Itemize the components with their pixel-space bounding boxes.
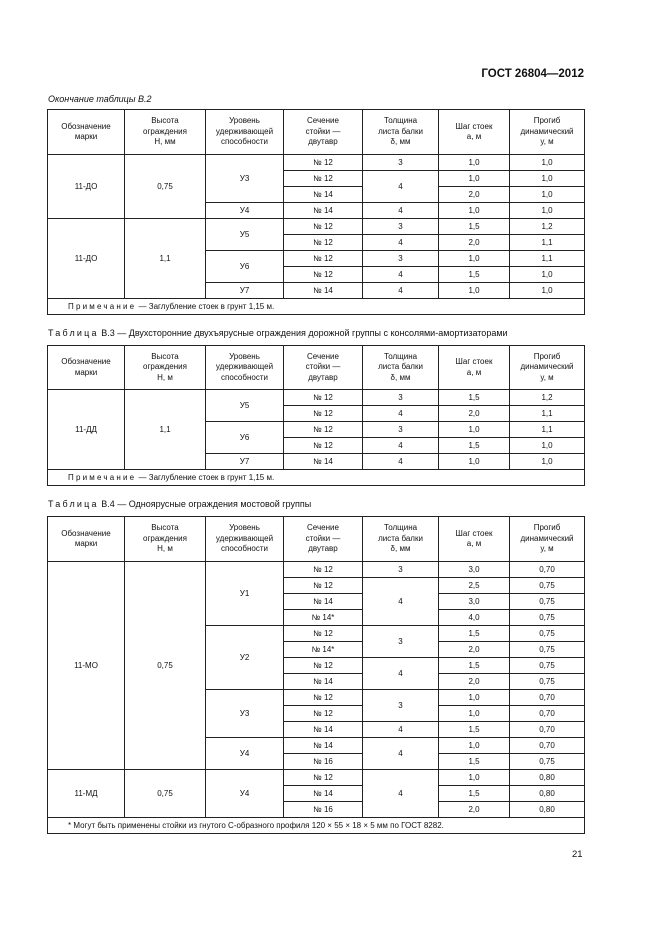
cell-section: № 12	[284, 390, 363, 406]
table-row	[48, 562, 585, 578]
cell-level: У1	[206, 562, 284, 626]
cell-step: 1,0	[439, 171, 510, 187]
cell-deflection: 1,0	[510, 267, 585, 283]
col-header-height: Высота ограждения H, м	[125, 517, 206, 562]
cell-step: 4,0	[439, 610, 510, 626]
col-header-thickness: Толщина листа балки δ, мм	[363, 346, 439, 390]
cell-section: № 14*	[284, 642, 363, 658]
cell-section: № 12	[284, 706, 363, 722]
cell-deflection: 0,75	[510, 626, 585, 642]
col-header-section: Сечение стойки — двутавр	[284, 517, 363, 562]
cell-deflection: 0,75	[510, 642, 585, 658]
cell-deflection: 1,0	[510, 203, 585, 219]
cell-thickness: 4	[363, 283, 439, 299]
cell-marka: 11-ДД	[48, 390, 125, 470]
cell-marka: 11-ДО	[48, 219, 125, 299]
cell-deflection: 0,70	[510, 562, 585, 578]
cell-deflection: 1,0	[510, 187, 585, 203]
table-row	[48, 770, 585, 786]
cell-section: № 12	[284, 155, 363, 171]
cell-section: № 14	[284, 786, 363, 802]
cell-level: У7	[206, 283, 284, 299]
cell-marka: 11-МД	[48, 770, 125, 818]
cell-section: № 14	[284, 722, 363, 738]
cell-step: 1,0	[439, 454, 510, 470]
cell-marka: 11-ДО	[48, 155, 125, 219]
cell-deflection: 1,2	[510, 219, 585, 235]
cell-thickness: 4	[363, 438, 439, 454]
table-footnote-row	[48, 818, 585, 834]
cell-deflection: 1,1	[510, 406, 585, 422]
col-header-step: Шаг стоек a, м	[439, 517, 510, 562]
cell-step: 1,0	[439, 283, 510, 299]
cell-section: № 14	[284, 674, 363, 690]
cell-step: 1,0	[439, 422, 510, 438]
cell-step: 1,5	[439, 438, 510, 454]
cell-deflection: 0,80	[510, 786, 585, 802]
cell-thickness: 3	[363, 155, 439, 171]
col-header-level: Уровень удерживающей способности	[206, 346, 284, 390]
cell-thickness: 3	[363, 422, 439, 438]
cell-section: № 12	[284, 267, 363, 283]
cell-step: 1,0	[439, 155, 510, 171]
cell-section: № 14	[284, 738, 363, 754]
cell-thickness: 4	[363, 454, 439, 470]
cell-thickness: 4	[363, 658, 439, 690]
cell-thickness: 4	[363, 171, 439, 203]
cell-thickness: 4	[363, 722, 439, 738]
cell-thickness: 3	[363, 690, 439, 722]
table-header-row	[48, 346, 585, 390]
cell-step: 2,0	[439, 235, 510, 251]
table-note: Примечание — Заглубление стоек в грунт 1,15 м.	[48, 299, 585, 315]
cell-section: № 14	[284, 454, 363, 470]
col-header-thickness: Толщина листа балки δ, мм	[363, 110, 439, 155]
table-header-row	[48, 517, 585, 562]
cell-section: № 12	[284, 422, 363, 438]
cell-level: У5	[206, 219, 284, 251]
cell-thickness: 4	[363, 406, 439, 422]
col-header-height: Высота ограждения H, мм	[125, 110, 206, 155]
cell-thickness: 3	[363, 390, 439, 406]
table-header-row	[48, 110, 585, 155]
cell-thickness: 4	[363, 770, 439, 818]
cell-section: № 12	[284, 219, 363, 235]
col-header-deflection: Прогиб динамический y, м	[510, 110, 585, 155]
cell-section: № 16	[284, 802, 363, 818]
cell-deflection: 1,2	[510, 390, 585, 406]
cell-section: № 14	[284, 203, 363, 219]
cell-step: 1,0	[439, 251, 510, 267]
col-header-marka: Обозначение марки	[48, 110, 125, 155]
cell-marka: 11-МО	[48, 562, 125, 770]
cell-level: У6	[206, 251, 284, 283]
cell-level: У2	[206, 626, 284, 690]
cell-deflection: 1,1	[510, 235, 585, 251]
cell-height: 0,75	[125, 155, 206, 219]
table-row	[48, 155, 585, 171]
cell-deflection: 0,70	[510, 738, 585, 754]
cell-thickness: 3	[363, 626, 439, 658]
cell-step: 1,5	[439, 626, 510, 642]
page-number: 21	[572, 849, 583, 860]
cell-step: 2,0	[439, 406, 510, 422]
col-header-step: Шаг стоек a, м	[439, 346, 510, 390]
cell-deflection: 1,0	[510, 155, 585, 171]
cell-deflection: 0,75	[510, 610, 585, 626]
cell-thickness: 4	[363, 203, 439, 219]
cell-step: 3,0	[439, 594, 510, 610]
cell-section: № 12	[284, 562, 363, 578]
cell-level: У3	[206, 690, 284, 738]
cell-deflection: 0,70	[510, 690, 585, 706]
cell-deflection: 0,75	[510, 658, 585, 674]
cell-deflection: 1,0	[510, 454, 585, 470]
col-header-thickness: Толщина листа балки δ, мм	[363, 517, 439, 562]
cell-level: У7	[206, 454, 284, 470]
cell-deflection: 1,1	[510, 251, 585, 267]
cell-step: 1,5	[439, 219, 510, 235]
cell-step: 1,5	[439, 390, 510, 406]
cell-step: 1,5	[439, 658, 510, 674]
cell-section: № 12	[284, 578, 363, 594]
cell-height: 0,75	[125, 770, 206, 818]
cell-deflection: 0,75	[510, 674, 585, 690]
col-header-height: Высота ограждения H, м	[125, 346, 206, 390]
cell-section: № 12	[284, 438, 363, 454]
cell-deflection: 1,0	[510, 171, 585, 187]
table-b4-caption: Таблица В.4 — Одноярусные ограждения мостовой группы	[48, 499, 312, 509]
cell-section: № 12	[284, 251, 363, 267]
cell-level: У4	[206, 203, 284, 219]
cell-thickness: 3	[363, 219, 439, 235]
cell-height: 0,75	[125, 562, 206, 770]
cell-section: № 12	[284, 690, 363, 706]
col-header-deflection: Прогиб динамический y, м	[510, 346, 585, 390]
cell-step: 1,5	[439, 722, 510, 738]
cell-deflection: 0,70	[510, 722, 585, 738]
cell-section: № 12	[284, 626, 363, 642]
cell-step: 2,0	[439, 802, 510, 818]
cell-section: № 12	[284, 406, 363, 422]
cell-level: У4	[206, 738, 284, 770]
cell-level: У6	[206, 422, 284, 454]
table-b3-caption: Таблица В.3 — Двухсторонние двухъярусные ограждения дорожной группы с консолями-амортизаторами	[48, 328, 508, 338]
cell-height: 1,1	[125, 219, 206, 299]
table-note-row	[48, 470, 585, 486]
cell-step: 1,0	[439, 706, 510, 722]
cell-deflection: 0,80	[510, 802, 585, 818]
cell-section: № 12	[284, 171, 363, 187]
table-b3	[47, 345, 585, 486]
col-header-level: Уровень удерживающей способности	[206, 517, 284, 562]
cell-section: № 12	[284, 235, 363, 251]
cell-step: 1,5	[439, 786, 510, 802]
table-footnote: * Могут быть применены стойки из гнутого С-образного профиля 120 × 55 × 18 × 5 мм по ГОСТ 8282.	[48, 818, 585, 834]
table-row	[48, 390, 585, 406]
cell-thickness: 4	[363, 738, 439, 770]
cell-thickness: 3	[363, 251, 439, 267]
cell-step: 2,5	[439, 578, 510, 594]
cell-section: № 14	[284, 594, 363, 610]
cell-deflection: 1,0	[510, 438, 585, 454]
cell-thickness: 4	[363, 267, 439, 283]
cell-step: 1,0	[439, 738, 510, 754]
cell-step: 2,0	[439, 674, 510, 690]
cell-section: № 14	[284, 283, 363, 299]
cell-step: 1,5	[439, 267, 510, 283]
cell-step: 1,0	[439, 690, 510, 706]
cell-thickness: 4	[363, 578, 439, 626]
cell-step: 2,0	[439, 187, 510, 203]
cell-level: У4	[206, 770, 284, 818]
table-note-row	[48, 299, 585, 315]
cell-deflection: 0,75	[510, 578, 585, 594]
col-header-section: Сечение стойки — двутавр	[284, 110, 363, 155]
cell-section: № 14	[284, 187, 363, 203]
table-b4	[47, 516, 585, 834]
table-note: Примечание — Заглубление стоек в грунт 1,15 м.	[48, 470, 585, 486]
cell-section: № 12	[284, 658, 363, 674]
cell-deflection: 1,0	[510, 283, 585, 299]
cell-section: № 14*	[284, 610, 363, 626]
cell-deflection: 0,75	[510, 754, 585, 770]
cell-step: 1,0	[439, 770, 510, 786]
cell-thickness: 4	[363, 235, 439, 251]
cell-deflection: 1,1	[510, 422, 585, 438]
cell-deflection: 0,75	[510, 594, 585, 610]
cell-section: № 16	[284, 754, 363, 770]
cell-deflection: 0,80	[510, 770, 585, 786]
cell-step: 1,5	[439, 754, 510, 770]
col-header-level: Уровень удерживающей способности	[206, 110, 284, 155]
cell-level: У5	[206, 390, 284, 422]
col-header-section: Сечение стойки — двутавр	[284, 346, 363, 390]
cell-step: 3,0	[439, 562, 510, 578]
cell-height: 1,1	[125, 390, 206, 470]
col-header-marka: Обозначение марки	[48, 517, 125, 562]
table-b2-caption: Окончание таблицы В.2	[48, 94, 152, 104]
col-header-deflection: Прогиб динамический y, м	[510, 517, 585, 562]
cell-step: 2,0	[439, 642, 510, 658]
cell-step: 1,0	[439, 203, 510, 219]
standard-header: ГОСТ 26804—2012	[481, 68, 584, 80]
cell-section: № 12	[284, 770, 363, 786]
col-header-marka: Обозначение марки	[48, 346, 125, 390]
cell-level: У3	[206, 155, 284, 203]
table-b2	[47, 109, 585, 315]
col-header-step: Шаг стоек a, м	[439, 110, 510, 155]
table-row	[48, 219, 585, 235]
cell-deflection: 0,70	[510, 706, 585, 722]
cell-thickness: 3	[363, 562, 439, 578]
